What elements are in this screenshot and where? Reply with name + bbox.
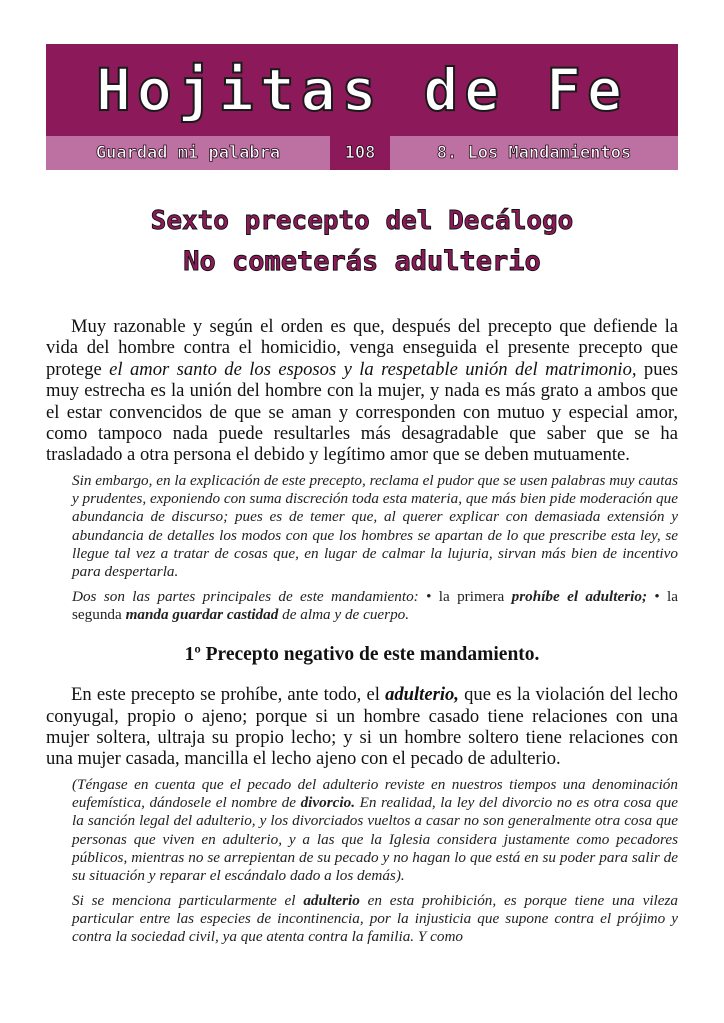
note-bullet: • la segunda [72,587,678,623]
note-vileza [72,892,678,947]
note-text: (Téngase en cuenta que el pecado del adulterio reviste en nuestros tiempos una denominación eufemística, dándosele el nombre de [72,775,678,812]
article-body [46,316,678,947]
note-strong: adulterio [303,891,360,909]
paragraph-text: Muy razonable y según el orden es que, después del precepto que defiende la vida del hombre contra el homicidio, venga enseguida el presente precepto que protege [46,316,678,380]
note-text: Si se menciona particularmente el [72,891,304,909]
issue-number: 108 [330,136,390,170]
note-strong: divorcio. [300,794,355,812]
document-subtitle: No cometerás adulterio [183,246,541,277]
note-text: de alma y de cuerpo. [278,605,410,623]
header-top-band [46,44,678,136]
header-bottom-band [46,136,678,170]
section-label: 8. Los Mandamientos [436,143,632,163]
paragraph-text: En este precepto se prohíbe, ante todo, el [71,684,386,706]
note-text: en esta prohibición, es porque tiene una vileza particular entre las especies de incontinencia, por la injusticia que supone contra el prójimo y contra la sociedad civil, ya que atenta contra la familia. Y como [72,891,678,946]
paragraph-adulterio [46,684,678,770]
note-two-parts [72,588,678,625]
note-strong: prohíbe el adulterio; [511,587,648,605]
note-strong: manda guardar castidad [125,605,279,623]
emphasis-text: el amor santo de los esposos y la respetable unión del matrimonio, [109,358,637,380]
document-title: Sexto precepto del Decálogo [150,206,574,236]
note-text: En realidad, la ley del divorcio no es otra cosa que la sanción legal del adulterio, y los divorciados vueltos a casar no son generalmente otra cosa que personas que viven en adulterio, y a las que la Iglesia considera justamente como pecadores públicos, mientras no se arrepientan de su pecado y no hagan lo que está en su poder para salir de su situación y reparar el escándalo dado a los demás). [72,794,678,885]
publication-title: Hojitas de Fe [96,56,628,124]
paragraph-text: que es la violación del lecho conyugal, propio o ajeno; porque si un hombre casado tiene relaciones con una mujer soltera, ultraja su propio lecho; y si un hombre soltero tiene relaciones con una mujer casada, mancilla el lecho ajeno con el pecado de adulterio. [46,684,678,770]
note-discretion: Sin embargo, en la explicación de este precepto, reclama el pudor que se usen palabras muy cautas y prudentes, exponiendo con suma discreción toda esta materia, que más bien pide moderación que abundancia de discurso; pues es de temer que, al querer explicar con demasiada extensión y abundancia de detalles los modos con que los hombres se apartan de lo que prescribe esta ley, se llegue tal vez a tratar de cosas que, en lugar de calmar la lujuria, sirvan más bien de incentivo para despertarla. [72,471,678,581]
emphasis-text: adulterio, [385,684,459,706]
paragraph-text: pues muy estrecha es la unión del hombre con la mujer, y nada es más grato a ambos que el estar convencidos de que se aman y corresponden con mutuo y especial amor, como tampoco nada puede resultarles más desagradable que saber que se ha trasladado a otra persona el debido y legítimo amor que se deben mutuamente. [46,358,678,466]
note-text: Dos son las partes principales de este mandamiento: [72,587,427,605]
series-label: Guardad mi palabra [95,143,281,163]
header-banner [46,44,678,170]
note-divorcio [72,776,678,886]
paragraph-intro [46,316,678,466]
note-bullet: • la primera [426,587,512,605]
section-heading: 1º Precepto negativo de este mandamiento. [184,644,540,666]
